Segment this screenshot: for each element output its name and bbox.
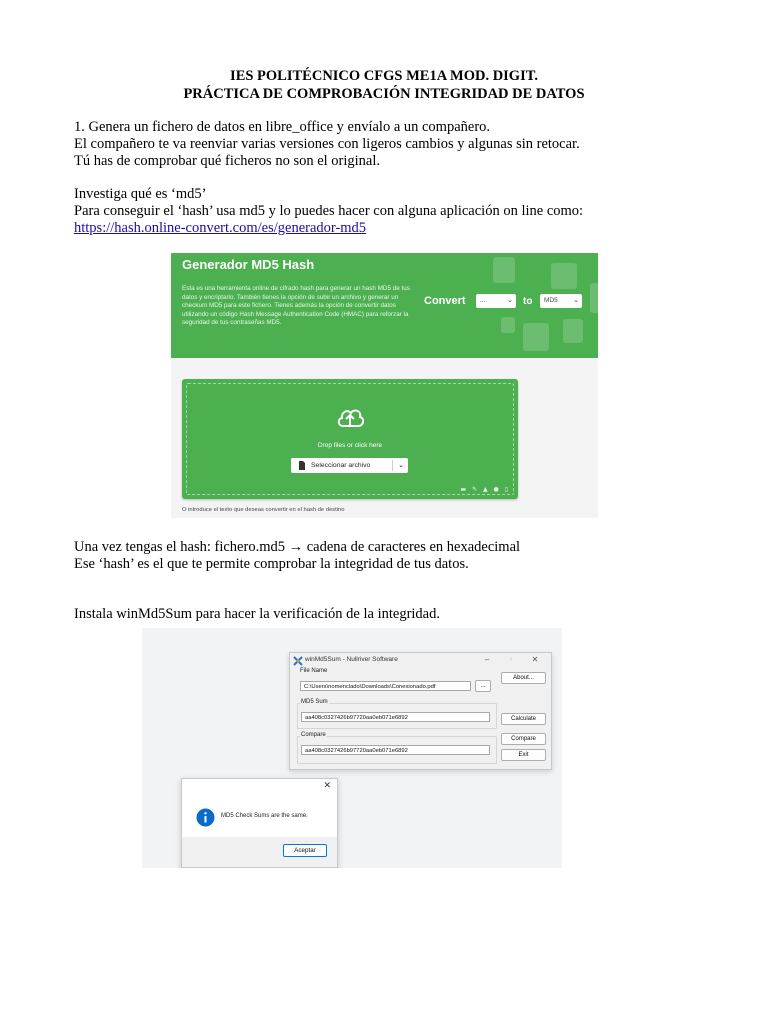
- md5-sum-field[interactable]: aa408c0327426b97720aa0eb071e6892: [301, 712, 490, 722]
- document-title-line1: IES POLITÉCNICO CFGS ME1A MOD. DIGIT.: [230, 68, 538, 84]
- decorative-file-icon: [551, 263, 577, 289]
- md5-link-line: [74, 220, 366, 237]
- result-dialog: [181, 778, 338, 868]
- drop-files-text: Drop files or click here: [317, 442, 383, 449]
- decorative-file-icon: [590, 283, 598, 313]
- md5-sum-label: MD5 Sum: [301, 699, 328, 705]
- winmd5sum-window: [289, 652, 552, 770]
- window-title: winMd5Sum - Nullriver Software: [305, 656, 398, 663]
- file-name-label: File Name: [300, 668, 328, 674]
- compare-group-label: Compare: [301, 732, 326, 738]
- intro-line-2: El compañero te va reenviar varias versiones con ligeros cambios y algunas sin retocar.: [74, 136, 580, 152]
- browse-button[interactable]: ...: [475, 680, 491, 692]
- choose-file-button[interactable]: [291, 458, 408, 473]
- convert-label: Convert: [424, 295, 466, 307]
- file-drop-zone[interactable]: [182, 379, 518, 499]
- hash-line-2: Ese ‘hash’ es el que te permite comprobar la integridad de tus datos.: [74, 556, 469, 572]
- convert-from-select[interactable]: [476, 294, 516, 308]
- chevron-down-icon: ⌄: [507, 297, 513, 304]
- convert-from-value: ...: [480, 297, 486, 304]
- convert-to-select[interactable]: [540, 294, 582, 308]
- chevron-down-icon: ⌄: [398, 462, 404, 469]
- accept-button[interactable]: Aceptar: [283, 844, 327, 857]
- hash-line-1: Una vez tengas el hash: fichero.md5 → cadena de caracteres en hexadecimal: [74, 539, 521, 555]
- decorative-chart-icon: [523, 323, 549, 351]
- compare-button[interactable]: Compare: [501, 733, 546, 745]
- dialog-message: MD5 Check Sums are the same.: [221, 813, 308, 819]
- intro-line-1: 1. Genera un fichero de datos en libre_office y envíalo a un compañero.: [74, 119, 491, 135]
- install-line: Instala winMd5Sum para hacer la verificación de la integridad.: [74, 606, 440, 622]
- generator-title: Generador MD5 Hash: [182, 257, 315, 272]
- text-input-hint: O introduce el texto que deseas convertir en el hash de destino: [182, 507, 345, 513]
- close-icon[interactable]: ✕: [323, 780, 331, 790]
- minimize-icon[interactable]: –: [484, 655, 490, 664]
- md5-generator-screenshot: [171, 253, 598, 518]
- file-path-field[interactable]: C:\Users\nomenclado\Downloads\Conexionado.pdf: [300, 681, 471, 691]
- about-button[interactable]: About...: [501, 672, 546, 684]
- md5-generator-link[interactable]: https://hash.online-convert.com/es/generador-md5: [74, 220, 367, 236]
- document-icon: [298, 461, 306, 470]
- app-icon: [293, 656, 303, 666]
- decorative-file-icon: [563, 319, 583, 343]
- info-icon: [196, 808, 215, 827]
- to-label: to: [523, 296, 533, 307]
- generator-description: Esta es una herramienta online de cifrado hash para generar un hash MD5 de tus datos y encriptarlo. También tienes la opción de subir un archivo y generar un checkum MD5 para este fichero. Tienes además la opción de convertir datos utilizando un código Hash Message Authentication Code (HMAC) para reforzar la seguridad de tus contraseñas MD5.: [182, 285, 410, 326]
- choose-file-label: Seleccionar archivo: [311, 462, 371, 469]
- maximize-icon[interactable]: ▫: [509, 655, 513, 664]
- window-controls: [475, 653, 547, 667]
- decorative-file-icon: [493, 257, 515, 283]
- md5-line-1: Investiga qué es ‘md5’: [74, 186, 207, 202]
- intro-line-3: Tú has de comprobar qué ficheros no son el original.: [74, 153, 381, 169]
- chevron-down-icon: ⌄: [573, 297, 579, 304]
- exit-button[interactable]: Exit: [501, 749, 546, 761]
- cloud-upload-icon: [335, 403, 365, 433]
- upload-source-icons: ▬ ✎ ▲ ● ▯: [460, 486, 510, 493]
- calculate-button[interactable]: Calculate: [501, 713, 546, 725]
- close-icon[interactable]: ✕: [531, 655, 539, 664]
- convert-to-value: MD5: [544, 297, 558, 304]
- compare-field[interactable]: aa408c0327426b97720aa0eb071e6892: [301, 745, 490, 755]
- generator-banner: [171, 253, 598, 358]
- md5-line-2: Para conseguir el ‘hash’ usa md5 y lo puedes hacer con alguna aplicación on line como:: [74, 203, 584, 219]
- winmd5sum-screenshot: [142, 628, 562, 868]
- decorative-file-icon: [501, 317, 515, 333]
- document-title-line2: PRÁCTICA DE COMPROBACIÓN INTEGRIDAD DE DATOS: [183, 86, 585, 102]
